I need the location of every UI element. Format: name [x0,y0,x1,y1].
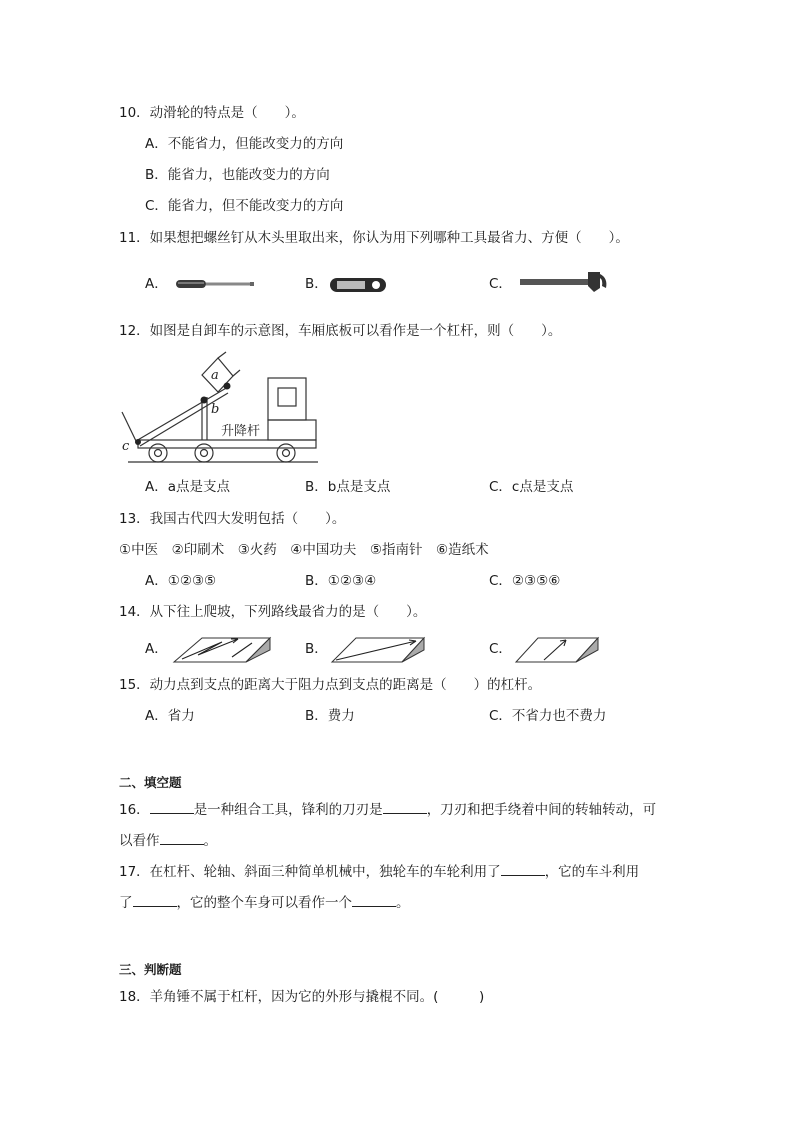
q16-text-2: ，刀刃和把手绕着中间的转轴转动，可 [426,802,657,818]
q15-option-b[interactable]: B．费力 [305,708,355,724]
q12-option-b[interactable]: B．b点是支点 [305,479,391,495]
claw-hammer-icon [520,268,608,294]
q15-stem: 15．动力点到支点的距离大于阻力点到支点的距离是（ ）的杠杆。 [119,677,542,693]
q10-option-a[interactable]: A．不能省力，但能改变力的方向 [145,136,344,152]
q13-option-b[interactable]: B．①②③④ [305,573,377,589]
q10-option-c[interactable]: C．能省力，但不能改变力的方向 [145,198,344,214]
section-2-title: 二、填空题 [119,775,182,790]
screwdriver-icon [176,278,254,290]
q16-number: 16． [119,802,150,818]
label-a: a [211,368,219,383]
q10-stem: 10．动滑轮的特点是（ ）。 [119,105,305,121]
q11-option-b[interactable]: B． [305,276,328,292]
q13-option-a[interactable]: A．①②③⑤ [145,573,217,589]
q13-option-c[interactable]: C．②③⑤⑥ [489,573,561,589]
q17-text-5: 。 [396,895,410,911]
q17-text-4: ，它的整个车身可以看作一个 [176,895,352,911]
q16-line-2 [119,832,217,850]
slope-b-figure [330,628,426,664]
q12-option-c[interactable]: C．c点是支点 [489,479,574,495]
q17-blank-2[interactable] [133,894,177,907]
q13-stem: 13．我国古代四大发明包括（ ）。 [119,511,346,527]
slope-c-figure [514,628,600,664]
q17-line-2 [119,894,410,912]
q17-blank-1[interactable] [501,863,545,876]
q14-option-a[interactable]: A． [145,641,168,657]
q17-text-3: 了 [119,895,133,911]
dump-truck-diagram [118,350,323,470]
q17-line-1 [119,863,639,881]
slope-a-figure [172,628,272,664]
q16-text-4: 。 [203,833,217,849]
q18[interactable]: 18．羊角锤不属于杠杆，因为它的外形与撬棍不同。( ) [119,989,485,1005]
q16-blank-1[interactable] [150,801,194,814]
section-3-title: 三、判断题 [119,962,182,977]
q12-stem: 12．如图是自卸车的示意图，车厢底板可以看作是一个杠杆，则（ ）。 [119,323,562,339]
q11-option-a[interactable]: A． [145,276,168,292]
q17-text-1: 17．在杠杆、轮轴、斜面三种简单机械中，独轮车的车轮利用了 [119,864,501,880]
q14-option-c[interactable]: C． [489,641,512,657]
q17-blank-3[interactable] [352,894,396,907]
label-b: b [211,402,220,417]
q16-line-1 [119,801,656,819]
q11-option-c[interactable]: C． [489,276,512,292]
q14-option-b[interactable]: B． [305,641,328,657]
q11-stem: 11．如果想把螺丝钉从木头里取出来，你认为用下列哪种工具最省力、方便（ ）。 [119,230,629,246]
q14-stem: 14．从下往上爬坡，下列路线最省力的是（ ）。 [119,604,427,620]
q13-items: ①中医 ②印刷术 ③火药 ④中国功夫 ⑤指南针 ⑥造纸术 [119,542,489,558]
q15-option-a[interactable]: A．省力 [145,708,195,724]
q16-text-1: 是一种组合工具，锋利的刀刃是 [193,802,383,818]
q10-option-b[interactable]: B．能省力，也能改变力的方向 [145,167,330,183]
q15-option-c[interactable]: C．不省力也不费力 [489,708,607,724]
label-lift-rod: 升降杆 [221,424,261,439]
q17-text-2: ，它的车斗利用 [544,864,640,880]
q16-text-3: 以看作 [119,833,160,849]
q16-blank-2[interactable] [383,801,427,814]
label-c: c [122,439,130,454]
q16-blank-3[interactable] [160,832,204,845]
q12-option-a[interactable]: A．a点是支点 [145,479,231,495]
bottle-opener-icon [329,276,387,294]
